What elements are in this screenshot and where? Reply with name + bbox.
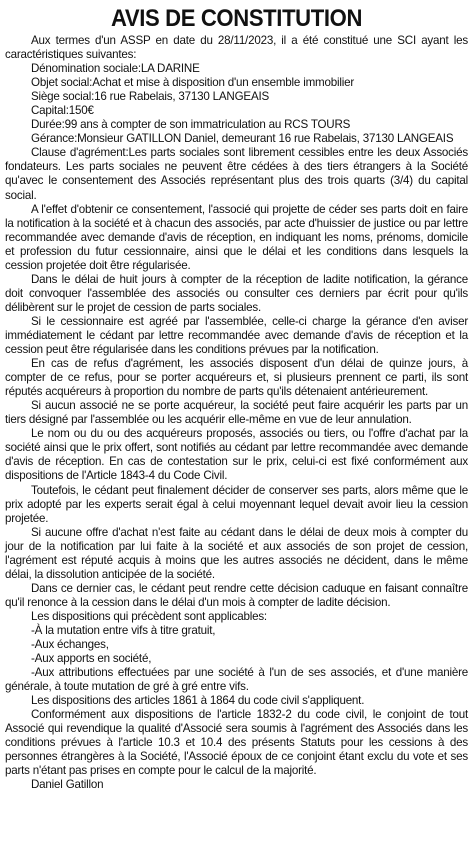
- clause-acquereurs: Le nom ou du ou des acquéreurs proposés, associés ou tiers, ou l'offre d'achat par la société ainsi que le prix offert, sont notifiés au cédant par lettre recommandée avec demande d'avis de réception. En cas de contestation sur le prix, celui-ci est fixé conformément aux dispositions de l'Article 1843-4 du Code Civil.: [5, 427, 468, 483]
- applicable-item: -À la mutation entre vifs à titre gratuit,: [31, 623, 216, 637]
- clause-caduque: Dans ce dernier cas, le cédant peut rendre cette décision caduque en faisant connaître qu'il renonce à la cession dans le délai d'un mois à compter de ladite décision.: [5, 581, 468, 609]
- spouse-clause: Conformément aux dispositions de l'article 1832-2 du code civil, le conjoint de tout Associé qui revendique la qualité d'Associé sera soumis à l'agrément des Associés dans les conditions prévues à l'article 10.3 et 10.4 des présents Statuts pour les cessions à des personnes étrangères à la Société, l'Associé époux de ce conjoint étant exclu du vote et ses parts n'étant pas prises en compte pour le calcul de la majorité.: [5, 708, 468, 778]
- clause-agrement: Clause d'agrément:Les parts sociales sont librement cessibles entre les deux Associés fondateurs. Les parts sociales ne peuvent être cédées à des tiers étrangers à la Société qu'avec le consentement des Associés représentant plus des trois quarts (3/4) du capital social.: [5, 146, 468, 202]
- field-siege: Siège social:16 rue Rabelais, 37130 LANGEAIS: [31, 90, 270, 104]
- applicable-item: -Aux apports en société,: [31, 652, 152, 666]
- field-capital: Capital:150€: [31, 104, 94, 118]
- clause-delai: Si aucune offre d'achat n'est faite au cédant dans le délai de deux mois à compter du jour de la notification par lui faite à la société et aux associés de son projet de cession, l'agrément est réputé acquis à moins que les autres associés ne décident, dans le même délai, la dissolution anticipée de la société.: [5, 525, 468, 581]
- applicable-intro: Les dispositions qui précèdent sont applicables:: [31, 609, 267, 623]
- field-objet: Objet social:Achat et mise à disposition d'un ensemble immobilier: [31, 76, 355, 90]
- field-denomination: Dénomination sociale:LA DARINE: [31, 62, 200, 76]
- clause-notification: A l'effet d'obtenir ce consentement, l'associé qui projette de céder ses parts doit en faire la notification à la société et à chacun des associés, par acte d'huissier de justice ou par lettre recommandée avec demande d'avis de réception, en indiquant les noms, prénoms, domicile et profession du futur cessionnaire, ainsi que le délai et les conditions dans lesquels la cession projetée doit être régularisée.: [5, 202, 468, 272]
- clause-conserver: Toutefois, le cédant peut finalement décider de conserver ses parts, alors même que le prix adopté par les experts serait égal à celui moyennant lequel devait avoir lieu la cession projetée.: [5, 483, 468, 525]
- intro-paragraph: Aux termes d'un ASSP en date du 28/11/2023, il a été constitué une SCI ayant les caractéristiques suivantes:: [5, 34, 468, 62]
- applicable-item: -Aux attributions effectuées par une société à l'un de ses associés, et d'une manière générale, à toute mutation de gré à gré entre vifs.: [5, 666, 468, 694]
- signature: Daniel Gatillon: [31, 778, 104, 792]
- field-gerance: Gérance:Monsieur GATILLON Daniel, demeurant 16 rue Rabelais, 37130 LANGEAIS: [31, 132, 454, 146]
- clause-agree: Si le cessionnaire est agréé par l'assemblée, celle-ci charge la gérance d'en aviser immédiatement le cédant par lettre recommandée avec demande d'avis de réception et la cession peut être régularisée dans les conditions prévues par la notification.: [5, 314, 468, 357]
- clause-convocation: Dans le délai de huit jours à compter de la réception de ladite notification, la gérance doit convoquer l'assemblée des associés ou consulter ces derniers par écrit pour qu'ils délibèrent sur le projet de cession de parts sociales.: [5, 272, 468, 314]
- civil-code-paragraph: Les dispositions des articles 1861 à 1864 du code civil s'appliquent.: [31, 694, 365, 708]
- notice-title: AVIS DE CONSTITUTION: [110, 5, 363, 32]
- clause-tiers: Si aucun associé ne se porte acquéreur, la société peut faire acquérir les parts par un tiers désigné par l'assemblée ou les acquérir elle-même en vue de leur annulation.: [5, 399, 468, 427]
- clause-refus: En cas de refus d'agrément, les associés disposent d'un délai de quinze jours, à compter de ce refus, pour se porter acquéreurs et, si plusieurs prennent ce parti, ils sont réputés acquéreurs à proportion du nombre de parts qu'ils détenaient antérieurement.: [5, 357, 468, 399]
- notice-body: [5, 34, 468, 793]
- applicable-item: -Aux échanges,: [31, 638, 109, 652]
- field-duree: Durée:99 ans à compter de son immatriculation au RCS TOURS: [31, 118, 351, 132]
